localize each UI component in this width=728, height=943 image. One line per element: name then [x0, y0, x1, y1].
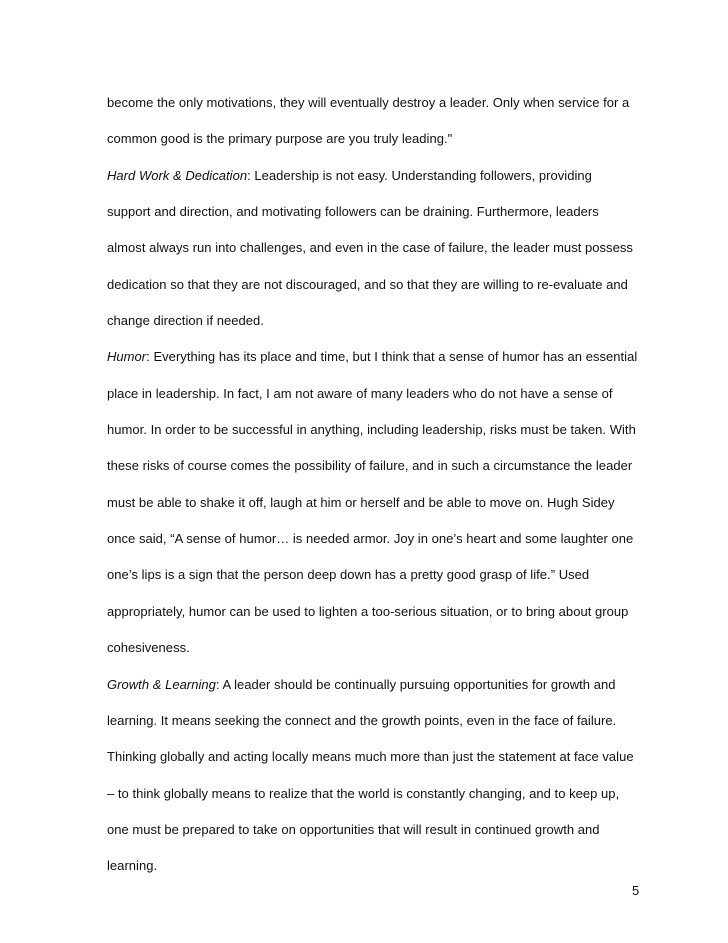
- line-text: : A leader should be continually pursuing opportunities for growth and: [215, 676, 616, 692]
- text-line: [107, 667, 667, 703]
- text-line: [107, 85, 667, 121]
- page-number: 5: [632, 883, 640, 898]
- text-line: [107, 521, 667, 557]
- line-text: : Leadership is not easy. Understanding followers, providing: [247, 167, 592, 183]
- text-line: [107, 557, 667, 593]
- text-line: [107, 630, 667, 666]
- text-line: [107, 303, 667, 339]
- line-text: common good is the primary purpose are you truly leading.": [107, 131, 453, 147]
- text-line: [107, 703, 667, 739]
- line-text: one’s lips is a sign that the person deep down has a pretty good grasp of life.” Used: [107, 567, 590, 583]
- text-line: [107, 158, 667, 194]
- line-text: must be able to shake it off, laugh at him or herself and be able to move on. Hugh Sidey: [107, 494, 615, 510]
- line-text: change direction if needed.: [107, 313, 264, 329]
- line-text: learning.: [107, 858, 158, 874]
- line-text: support and direction, and motivating followers can be draining. Furthermore, leaders: [107, 204, 599, 220]
- line-text: dedication so that they are not discouraged, and so that they are willing to re-evaluate and: [107, 276, 628, 292]
- section-heading: Humor: [107, 349, 147, 365]
- text-line: [107, 121, 667, 157]
- text-line: [107, 812, 667, 848]
- line-text: Thinking globally and acting locally means much more than just the statement at face value: [107, 749, 634, 765]
- line-text: – to think globally means to realize that the world is constantly changing, and to keep up,: [107, 785, 620, 801]
- line-text: once said, “A sense of humor… is needed armor. Joy in one’s heart and some laughter one: [107, 531, 634, 547]
- text-line: [107, 485, 667, 521]
- body-text: [107, 85, 667, 885]
- text-line: [107, 448, 667, 484]
- text-line: [107, 339, 667, 375]
- line-text: almost always run into challenges, and even in the case of failure, the leader must possess: [107, 240, 633, 256]
- text-line: [107, 412, 667, 448]
- text-line: [107, 594, 667, 630]
- line-text: humor. In order to be successful in anything, including leadership, risks must be taken. With: [107, 422, 636, 438]
- line-text: learning. It means seeking the connect and the growth points, even in the face of failure.: [107, 712, 617, 728]
- text-line: [107, 267, 667, 303]
- text-line: [107, 776, 667, 812]
- line-text: one must be prepared to take on opportunities that will result in continued growth and: [107, 821, 600, 837]
- section-heading: Growth & Learning: [107, 676, 216, 692]
- line-text: appropriately, humor can be used to lighten a too-serious situation, or to bring about group: [107, 603, 629, 619]
- line-text: cohesiveness.: [107, 640, 190, 656]
- text-line: [107, 230, 667, 266]
- section-heading: Hard Work & Dedication: [107, 167, 248, 183]
- line-text: place in leadership. In fact, I am not aware of many leaders who do not have a sense of: [107, 385, 613, 401]
- line-text: become the only motivations, they will eventually destroy a leader. Only when service for a: [107, 95, 630, 110]
- text-line: [107, 848, 667, 884]
- line-text: : Everything has its place and time, but I think that a sense of humor has an essential: [146, 349, 638, 365]
- text-line: [107, 739, 667, 775]
- text-line: [107, 376, 667, 412]
- line-text: these risks of course comes the possibility of failure, and in such a circumstance the leader: [107, 458, 633, 474]
- text-line: [107, 194, 667, 230]
